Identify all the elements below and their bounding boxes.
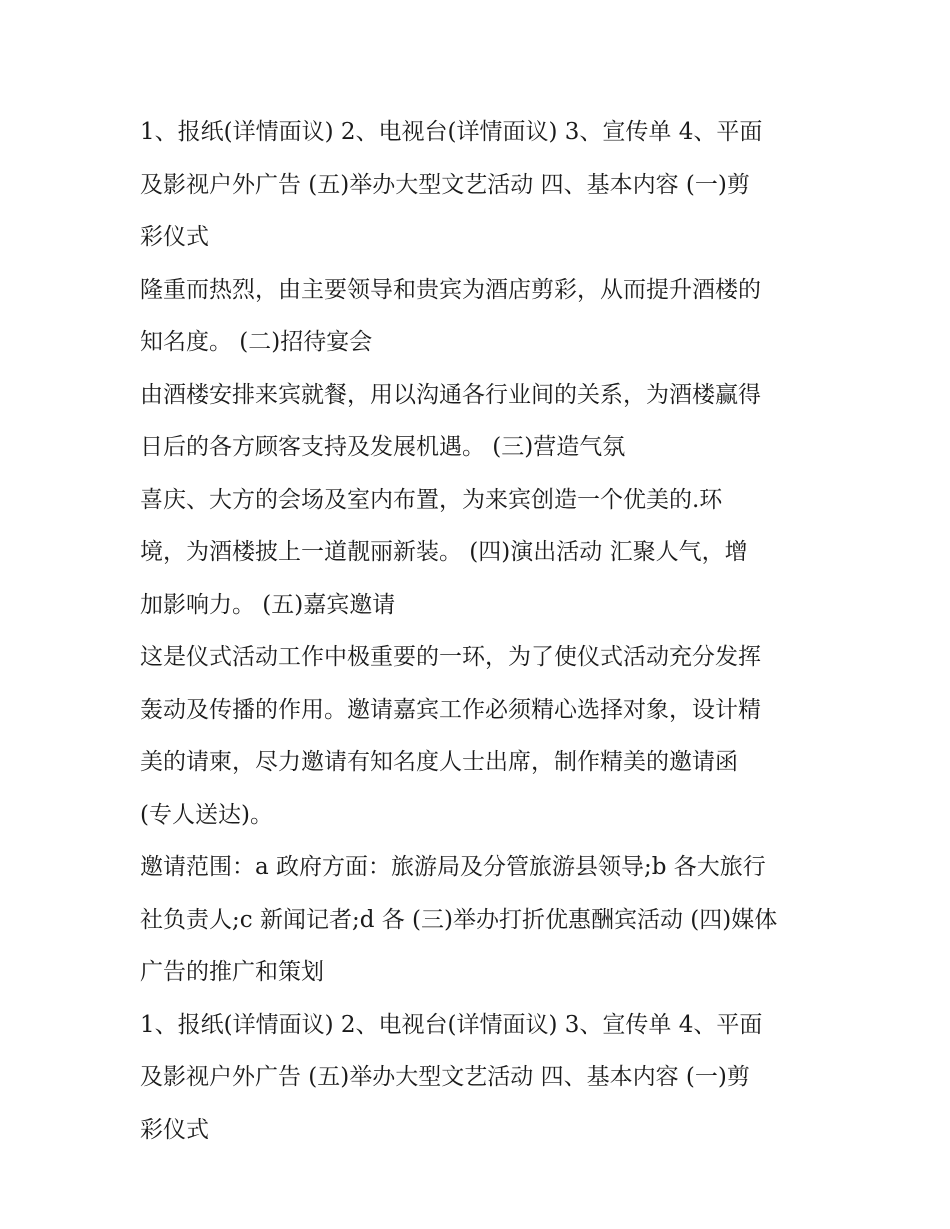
- text-line: 美的请柬，尽力邀请有知名度人士出席，制作精美的邀请函: [140, 749, 738, 775]
- text-line: 广告的推广和策划: [140, 959, 324, 985]
- text-line: (专人送达)。: [140, 801, 273, 828]
- document-body: [140, 106, 830, 1156]
- text-line: 日后的各方顾客支持及发展机遇。 (三)营造气氛: [140, 434, 626, 460]
- text-line: 这是仪式活动工作中极重要的一环，为了使仪式活动充分发挥: [140, 644, 761, 670]
- text-line: 1、报纸(详情面议) 2、电视台(详情面议) 3、宣传单 4、平面: [140, 1011, 763, 1038]
- text-line: 及影视户外广告 (五)举办大型文艺活动 四、基本内容 (一)剪: [140, 171, 750, 198]
- text-line: 隆重而热烈，由主要领导和贵宾为酒店剪彩，从而提升酒楼的: [140, 276, 761, 303]
- text-line: 社负责人;c 新闻记者;d 各 (三)举办打折优惠酬宾活动 (四)媒体: [140, 906, 778, 933]
- text-line: 彩仪式: [140, 224, 209, 250]
- text-line: 加影响力。 (五)嘉宾邀请: [140, 591, 396, 618]
- text-line: 1、报纸(详情面议) 2、电视台(详情面议) 3、宣传单 4、平面: [140, 119, 763, 145]
- text-line: 境，为酒楼披上一道靓丽新装。 (四)演出活动 汇聚人气，增: [140, 539, 748, 565]
- text-line: 邀请范围：a 政府方面：旅游局及分管旅游县领导;b 各大旅行: [140, 854, 766, 880]
- text-line: 由酒楼安排来宾就餐，用以沟通各行业间的关系，为酒楼赢得: [140, 381, 761, 408]
- text-line: 轰动及传播的作用。邀请嘉宾工作必须精心选择对象，设计精: [140, 696, 761, 723]
- text-line: 彩仪式: [140, 1116, 209, 1143]
- text-line: 知名度。 (二)招待宴会: [140, 329, 373, 355]
- text-line: 及影视户外广告 (五)举办大型文艺活动 四、基本内容 (一)剪: [140, 1064, 750, 1090]
- text-line: 喜庆、大方的会场及室内布置，为来宾创造一个优美的.环: [140, 486, 723, 513]
